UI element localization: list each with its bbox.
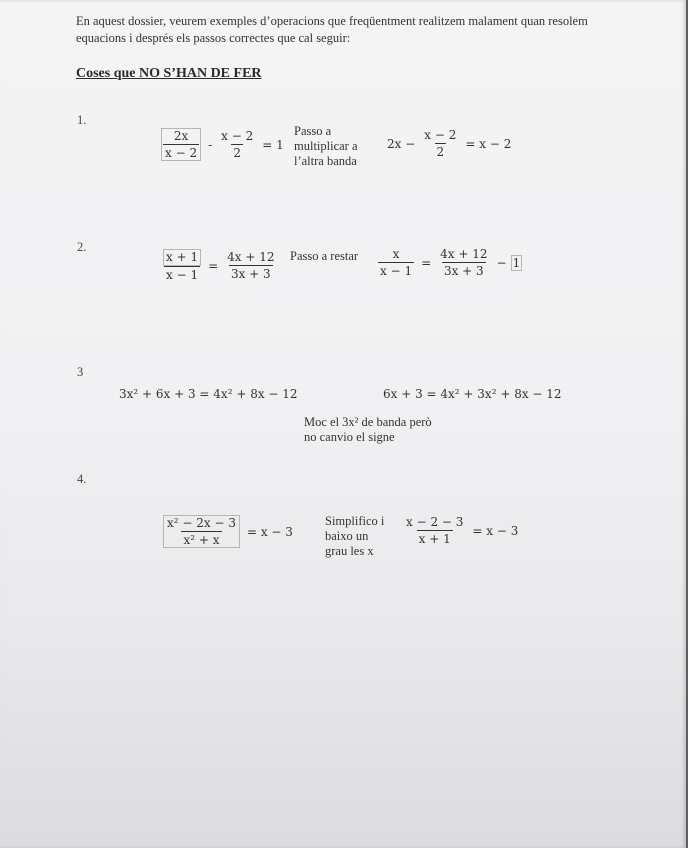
fraction	[163, 249, 201, 282]
equation-rhs: = x − 2	[465, 136, 512, 151]
numerator: x + 1	[163, 249, 201, 266]
denominator: 3x + 3	[230, 267, 271, 281]
denominator: x − 2	[165, 146, 198, 160]
numerator: x² − 2x − 3	[167, 516, 236, 530]
item-1-note	[294, 124, 358, 169]
intro-paragraph: En aquest dossier, veurem exemples d’operacions que freqüentment realitzem malament quan resolem equacions i després els passos correctes que cal seguir:	[76, 14, 588, 45]
item-1-number: 1.	[77, 113, 87, 127]
operator: −	[496, 255, 507, 270]
item-4-number: 4.	[77, 472, 87, 486]
note-line: Passo a restar	[290, 249, 359, 263]
numerator: x − 2	[424, 128, 457, 142]
numerator: x − 2	[221, 129, 254, 143]
equation-lead: 2x −	[387, 136, 416, 151]
equation-4-incorrect	[160, 515, 297, 548]
equation-2-result	[375, 247, 522, 278]
operator: =	[421, 255, 432, 270]
fraction	[163, 515, 240, 548]
note-line: multiplicar a	[294, 139, 358, 153]
fraction	[404, 515, 465, 546]
denominator: 2	[436, 145, 445, 159]
item-2-number: 2.	[77, 240, 87, 254]
equation-4-result	[401, 515, 522, 546]
note-line: Simplifico i	[325, 514, 385, 528]
note-line: Moc el 3x² de banda però	[304, 415, 432, 429]
fraction	[378, 247, 414, 278]
denominator: 3x + 3	[443, 264, 484, 278]
item-2-note	[290, 249, 358, 264]
note-line: l’altra banda	[294, 154, 357, 168]
numerator: 4x + 12	[227, 250, 275, 264]
denominator: x² + x	[183, 533, 220, 547]
equation-rhs: = x − 3	[472, 523, 519, 538]
equation-2-incorrect	[160, 249, 280, 282]
numerator: x − 2 − 3	[406, 515, 464, 529]
fraction	[438, 247, 489, 278]
denominator: x − 1	[166, 268, 199, 282]
section-heading: Coses que NO S’HAN DE FER	[76, 66, 262, 81]
denominator: x + 1	[418, 532, 451, 546]
fraction	[161, 128, 201, 161]
fraction	[422, 128, 458, 159]
item-3-number: 3	[77, 365, 84, 379]
note-line: no canvio el signe	[304, 430, 395, 444]
equation-3-result: 6x + 3 = 4x² + 3x² + 8x − 12	[383, 387, 562, 401]
fraction	[219, 129, 255, 160]
fraction	[225, 250, 276, 281]
item-4-note	[325, 514, 384, 559]
equation-rhs: = x − 3	[246, 524, 293, 539]
denominator: x − 1	[380, 264, 413, 278]
operator: -	[208, 137, 213, 152]
equation-1-result	[383, 128, 515, 159]
denominator: 2	[233, 146, 242, 160]
equation-1-incorrect	[158, 128, 288, 161]
numerator: 2x	[173, 129, 189, 143]
note-line: grau les x	[325, 544, 374, 558]
numerator: 4x + 12	[440, 247, 488, 261]
numerator: x	[392, 247, 400, 261]
equation-3-incorrect: 3x² + 6x + 3 = 4x² + 8x − 12	[119, 387, 298, 401]
operator: =	[208, 258, 219, 273]
item-3-note	[304, 415, 432, 445]
highlighted-term: 1	[512, 255, 521, 270]
equation-rhs: = 1	[262, 137, 284, 152]
note-line: baixo un	[325, 529, 369, 543]
note-line: Passo a	[294, 124, 332, 138]
